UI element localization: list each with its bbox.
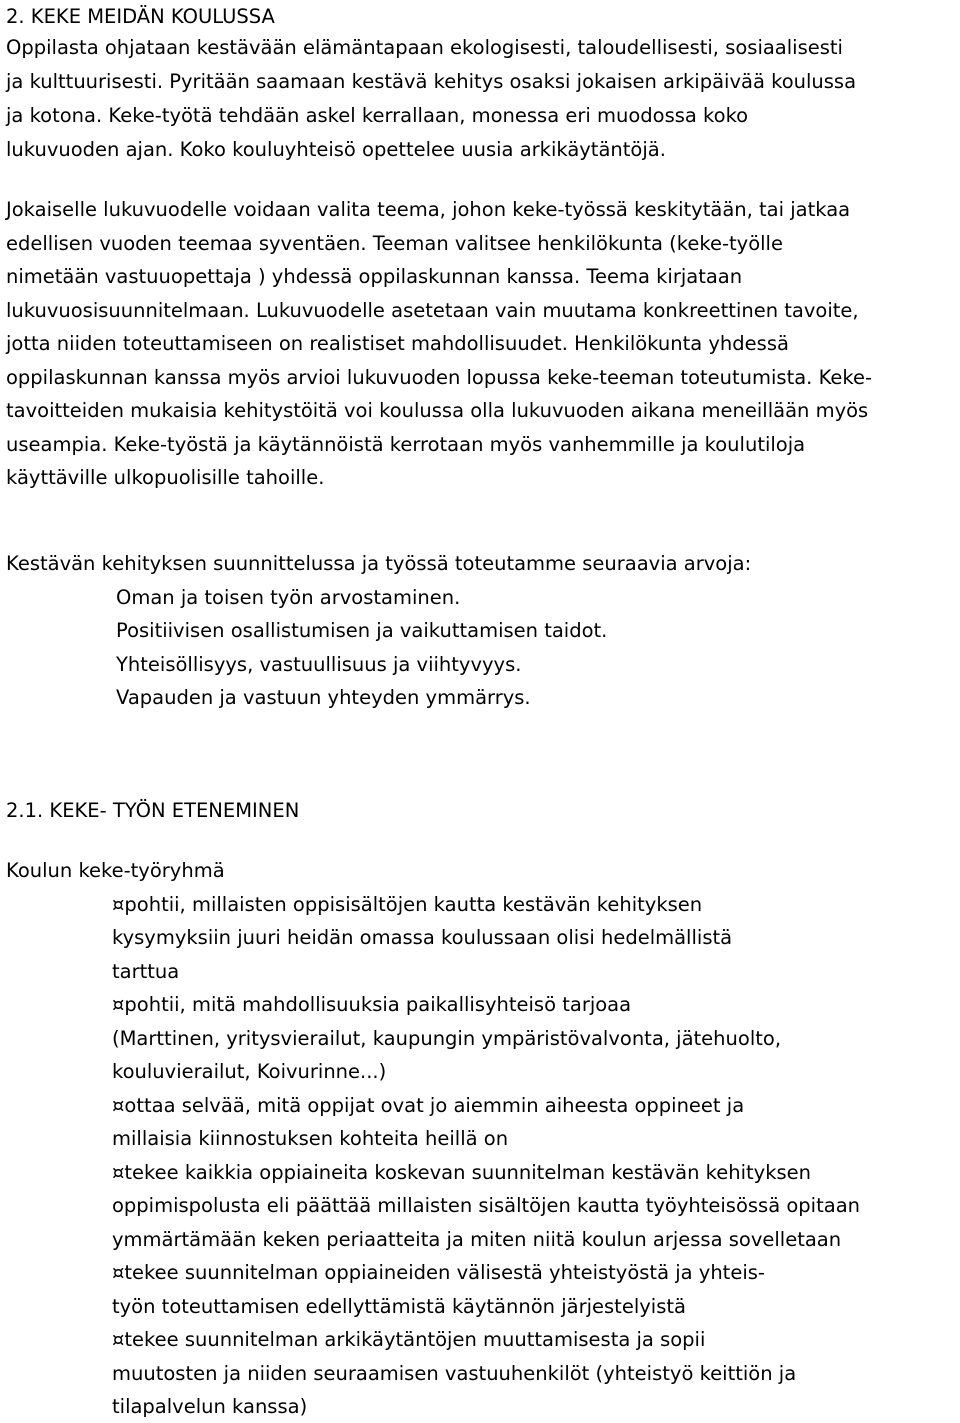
section-heading: 2. KEKE MEIDÄN KOULUSSA <box>6 5 275 28</box>
task-line: ¤pohtii, millaisten oppisisältöjen kautta kestävän kehityksen <box>112 893 703 916</box>
text-line: oppilaskunnan kanssa myös arvioi lukuvuoden lopussa keke-teeman toteutumista. Keke- <box>6 366 873 389</box>
text-line: useampia. Keke-työstä ja käytännöistä kerrotaan myös vanhemmille ja koulutiloja <box>6 433 806 456</box>
text-line: ja kotona. Keke-työtä tehdään askel kerrallaan, monessa eri muodossa koko <box>6 104 749 127</box>
value-item: Oman ja toisen työn arvostaminen. <box>116 586 461 609</box>
task-line: kouluvierailut, Koivurinne...) <box>112 1060 387 1083</box>
task-line: ¤ottaa selvää, mitä oppijat ovat jo aiemmin aiheesta oppineet ja <box>112 1094 745 1117</box>
text-line: tavoitteiden mukaisia kehitystöitä voi koulussa olla lukuvuoden aikana meneillään myös <box>6 399 869 422</box>
task-line: tarttua <box>112 960 180 983</box>
task-line: ¤tekee suunnitelman arkikäytäntöjen muuttamisesta ja sopii <box>112 1328 706 1351</box>
workgroup-title: Koulun keke-työryhmä <box>6 859 225 882</box>
task-line: ¤pohtii, mitä mahdollisuuksia paikallisyhteisö tarjoaa <box>112 993 632 1016</box>
text-line: nimetään vastuuopettaja ) yhdessä oppilaskunnan kanssa. Teema kirjataan <box>6 265 743 288</box>
text-line: jotta niiden toteuttamiseen on realistiset mahdollisuudet. Henkilökunta yhdessä <box>6 332 789 355</box>
value-item: Yhteisöllisyys, vastuullisuus ja viihtyvyys. <box>116 653 522 676</box>
text-line: edellisen vuoden teemaa syventäen. Teeman valitsee henkilökunta (keke-työlle <box>6 232 783 255</box>
task-line: ¤tekee suunnitelman oppiaineiden välisestä yhteistyöstä ja yhteis- <box>112 1261 765 1284</box>
task-line: työn toteuttamisen edellyttämistä käytännön järjestelyistä <box>112 1295 686 1318</box>
task-line: ¤tekee kaikkia oppiaineita koskevan suunnitelman kestävän kehityksen <box>112 1161 812 1184</box>
value-item: Positiivisen osallistumisen ja vaikuttamisen taidot. <box>116 619 608 642</box>
text-line: ja kulttuurisesti. Pyritään saamaan kestävä kehitys osaksi jokaisen arkipäivää koulussa <box>6 70 857 93</box>
task-line: oppimispolusta eli päättää millaisten sisältöjen kautta työyhteisössä opitaan <box>112 1194 860 1217</box>
subsection-heading: 2.1. KEKE- TYÖN ETENEMINEN <box>6 799 300 822</box>
text-line: Oppilasta ohjataan kestävään elämäntapaan ekologisesti, taloudellisesti, sosiaalisesti <box>6 36 843 59</box>
values-intro: Kestävän kehityksen suunnittelussa ja työssä toteutamme seuraavia arvoja: <box>6 552 752 575</box>
text-line: lukuvuoden ajan. Koko kouluyhteisö opettelee uusia arkikäytäntöjä. <box>6 138 666 161</box>
text-line: lukuvuosisuunnitelmaan. Lukuvuodelle asetetaan vain muutama konkreettinen tavoite, <box>6 299 859 322</box>
task-line: (Marttinen, yritysvierailut, kaupungin ympäristövalvonta, jätehuolto, <box>112 1027 782 1050</box>
task-line: ymmärtämään keken periaatteita ja miten niitä koulun arjessa sovelletaan <box>112 1228 842 1251</box>
text-line: käyttäville ulkopuolisille tahoille. <box>6 466 325 489</box>
task-line: tilapalvelun kanssa) <box>112 1395 308 1418</box>
text-line: Jokaiselle lukuvuodelle voidaan valita teema, johon keke-työssä keskitytään, tai jatkaa <box>6 198 851 221</box>
task-line: kysymyksiin juuri heidän omassa koulussaan olisi hedelmällistä <box>112 926 733 949</box>
task-line: millaisia kiinnostuksen kohteita heillä on <box>112 1127 509 1150</box>
task-line: muutosten ja niiden seuraamisen vastuuhenkilöt (yhteistyö keittiön ja <box>112 1362 797 1385</box>
value-item: Vapauden ja vastuun yhteyden ymmärrys. <box>116 686 531 709</box>
